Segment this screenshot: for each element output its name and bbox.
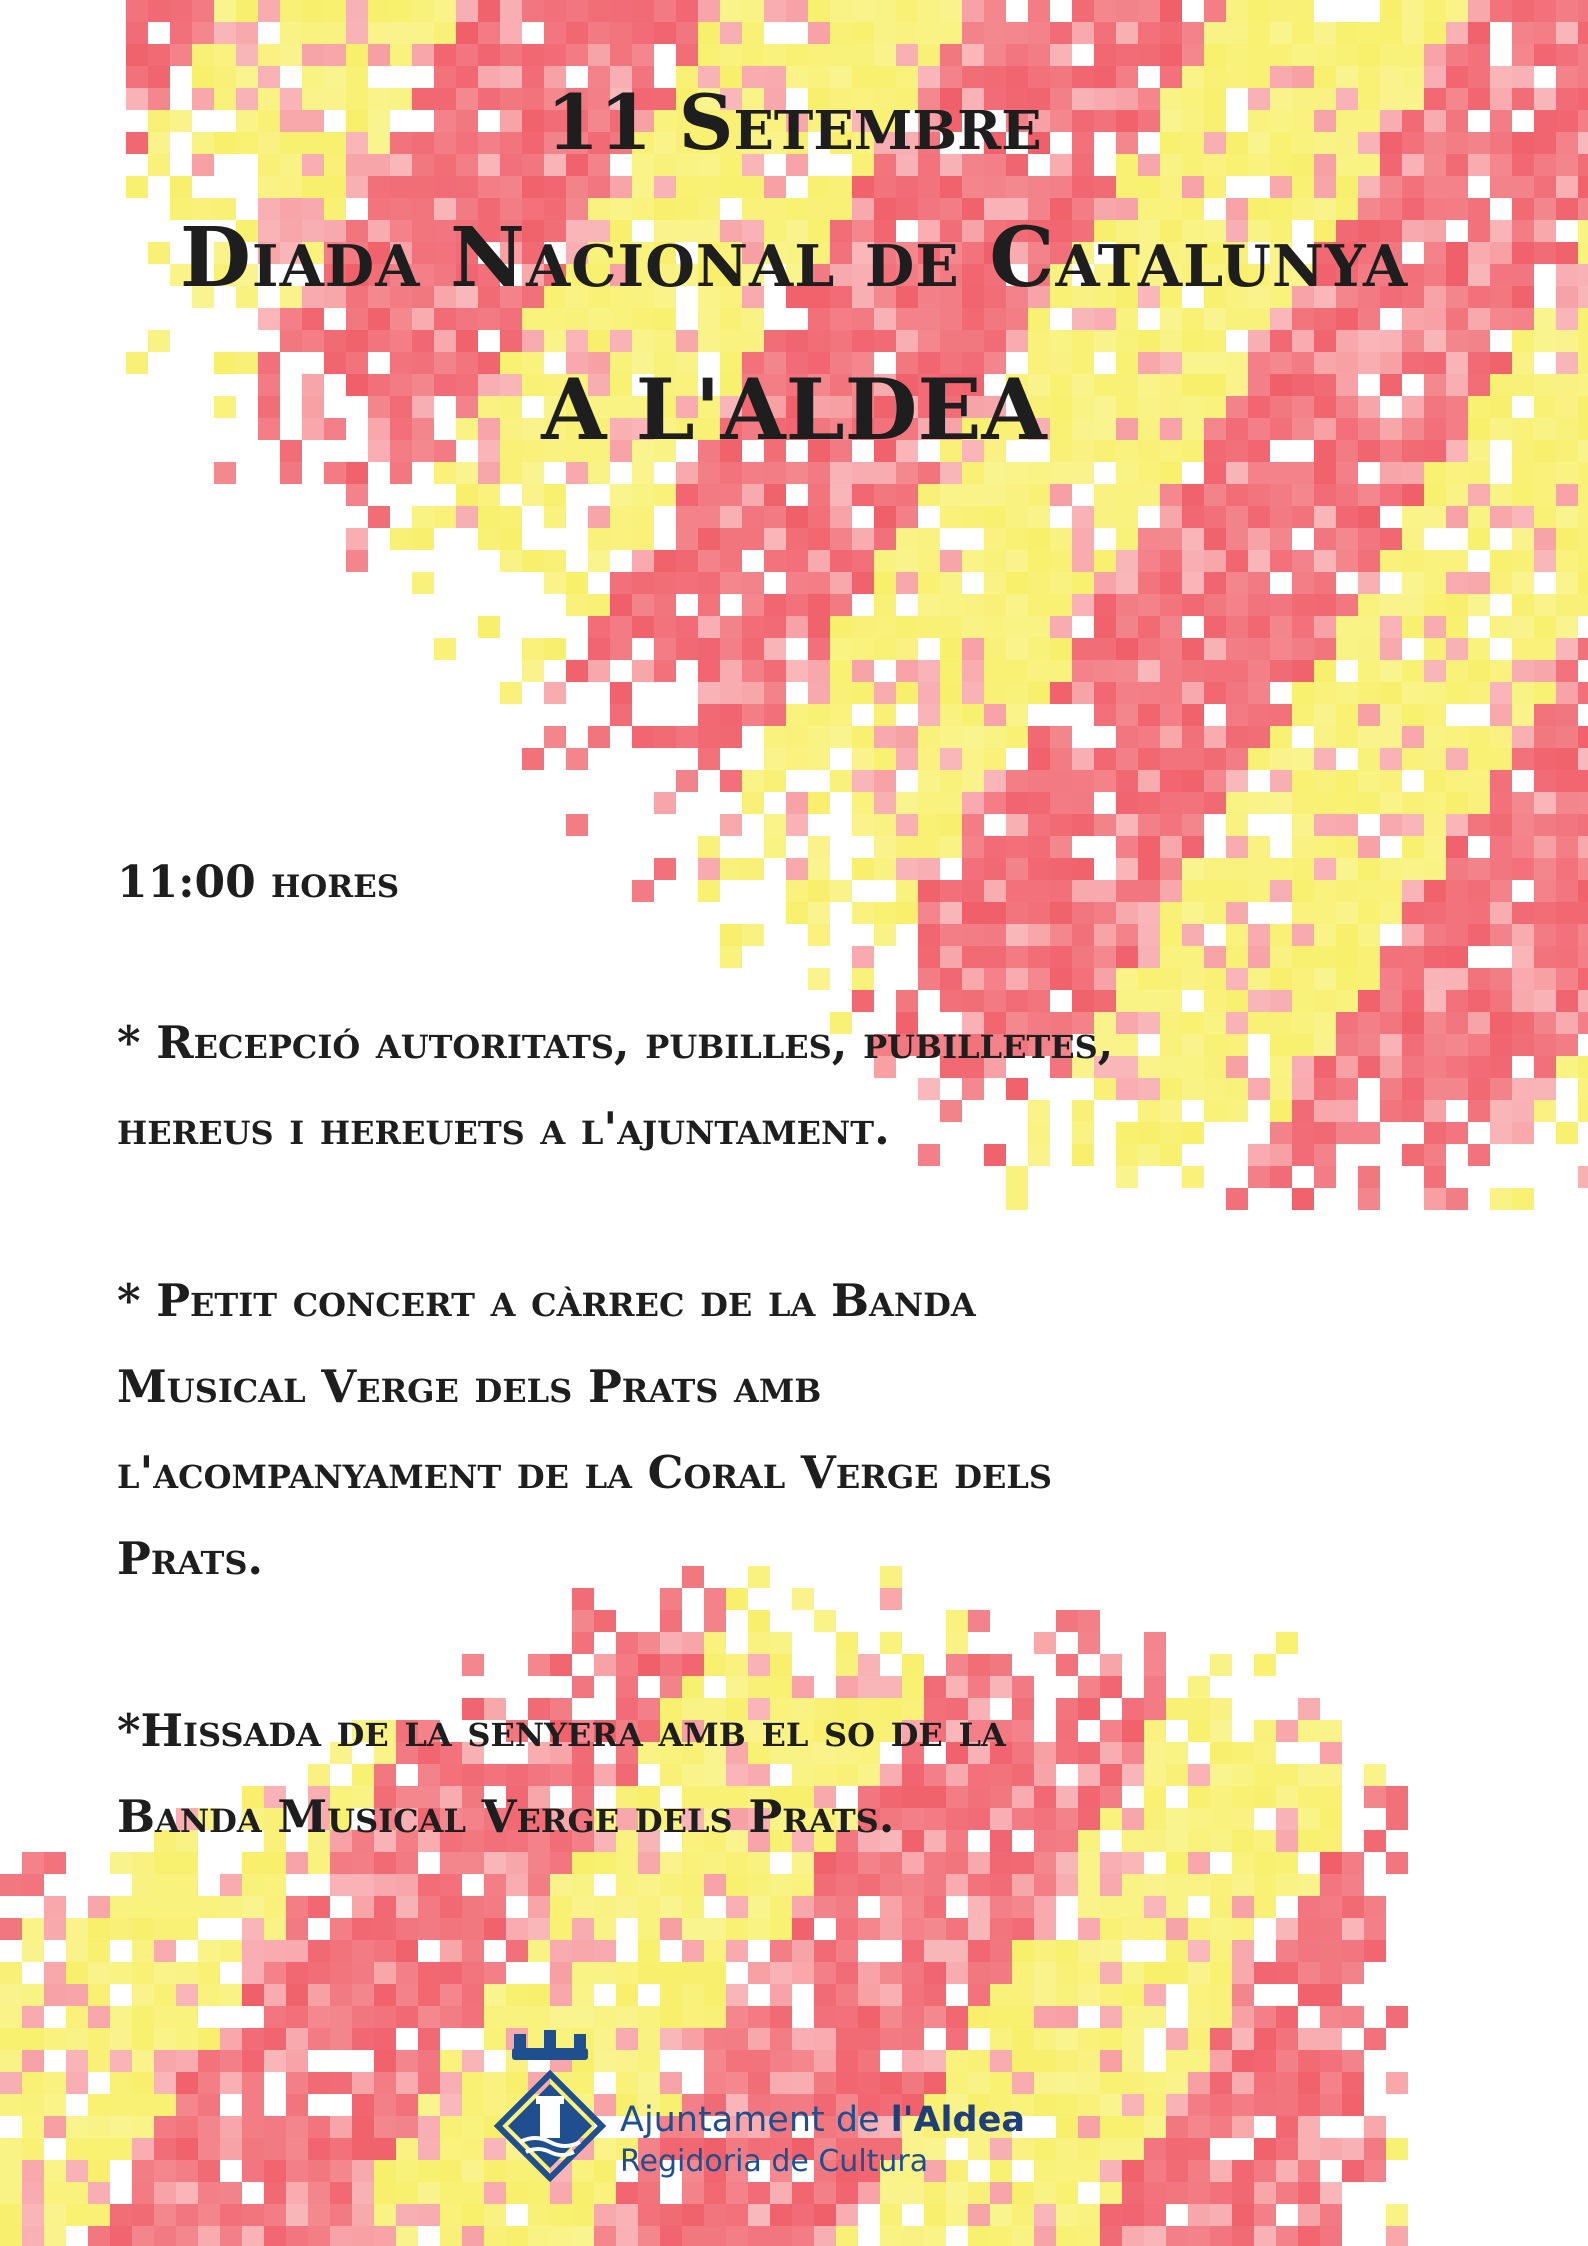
- town-hall-logo: [490, 2030, 1090, 2210]
- program-item-line: Banda Musical Verge dels Prats.: [117, 1790, 895, 1843]
- event-title: Diada Nacional de Catalunya: [179, 210, 1409, 306]
- program-item-line: * Recepció autoritats, pubilles, pubilletes,: [117, 1016, 1114, 1069]
- logo-department: Regidoria de Cultura: [620, 2144, 929, 2179]
- program-item-line: Prats.: [117, 1532, 264, 1585]
- program-item-concert: [117, 1258, 1497, 1602]
- program-item-line: * Petit concert a càrrec de la Banda: [117, 1274, 976, 1327]
- date-title: 11 Setembre: [546, 78, 1042, 167]
- program-item-line: Musical Verge dels Prats amb: [117, 1360, 822, 1413]
- location-title: A L'ALDEA: [541, 360, 1047, 459]
- crowned-shield-tower-icon: [490, 2030, 610, 2210]
- program-item-line: l'acompanyament de la Coral Verge dels: [117, 1446, 1052, 1499]
- program-item-line: *Hissada de la senyera amb el so de la: [117, 1704, 1006, 1757]
- start-time: 11:00 hores: [117, 857, 400, 908]
- program-item-line: hereus i hereuets a l'ajuntament.: [117, 1102, 890, 1155]
- logo-org-name: Ajuntament de l'Aldea: [620, 2100, 1025, 2140]
- program-item-flag-raising: [117, 1688, 1497, 1860]
- program-item-reception: [117, 1000, 1497, 1172]
